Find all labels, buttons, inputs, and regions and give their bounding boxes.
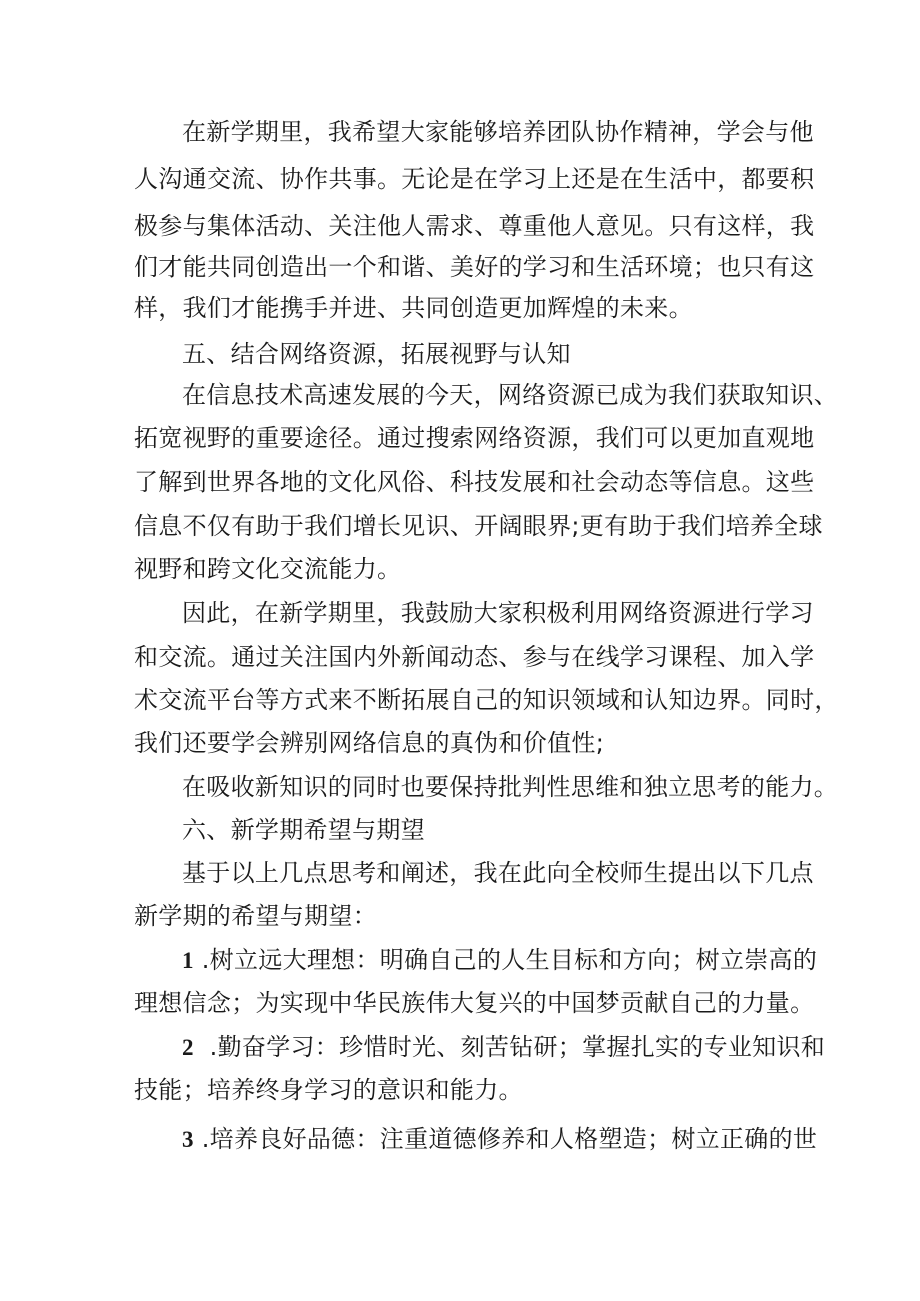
paragraph-line: 视野和跨文化交流能力。 — [134, 555, 402, 583]
paragraph-line: 极参与集体活动、关注他人需求、尊重他人意见。只有这样，我 — [134, 212, 815, 240]
list-item-text: .勤奋学习：珍惜时光、刻苦钻研；掌握扎实的专业知识和 — [209, 1033, 826, 1061]
paragraph-line: 技能；培养终身学习的意识和能力。 — [134, 1076, 523, 1104]
section-heading: 五、结合网络资源，拓展视野与认知 — [182, 340, 571, 368]
paragraph-line: 在吸收新知识的同时也要保持批判性思维和独立思考的能力。 — [182, 773, 839, 801]
paragraph-line: 基于以上几点思考和阐述，我在此向全校师生提出以下几点 — [182, 859, 814, 887]
list-item-text: .树立远大理想：明确自己的人生目标和方向；树立崇高的 — [201, 946, 818, 974]
list-item-3 — [182, 1124, 882, 1155]
paragraph-line: 新学期的希望与期望： — [134, 902, 377, 930]
list-item-text: .培养良好品德：注重道德修养和人格塑造；树立正确的世 — [201, 1125, 818, 1153]
list-item-2 — [182, 1032, 882, 1063]
paragraph-line: 因此，在新学期里，我鼓励大家积极利用网络资源进行学习 — [182, 599, 814, 627]
list-item-number: 1 — [182, 948, 194, 973]
paragraph-line: 信息不仅有助于我们增长见识、开阔眼界;更有助于我们培养全球 — [134, 512, 823, 540]
list-item-1 — [182, 945, 882, 976]
paragraph-line: 和交流。通过关注国内外新闻动态、参与在线学习课程、加入学 — [134, 643, 815, 671]
paragraph-line: 术交流平台等方式来不断拓展自己的知识领域和认知边界。同时， — [134, 686, 839, 714]
paragraph-line: 人沟通交流、协作共事。无论是在学习上还是在生活中，都要积 — [134, 165, 815, 193]
list-item-number: 2 — [182, 1035, 194, 1060]
list-item-number: 3 — [182, 1127, 194, 1152]
paragraph-line: 样，我们才能携手并进、共同创造更加辉煌的未来。 — [134, 294, 693, 322]
paragraph-line: 拓宽视野的重要途径。通过搜索网络资源，我们可以更加直观地 — [134, 424, 815, 452]
paragraph-line: 我们还要学会辨别网络信息的真伪和价值性; — [134, 729, 605, 757]
paragraph-line: 了解到世界各地的文化风俗、科技发展和社会动态等信息。这些 — [134, 468, 815, 496]
paragraph-line: 在信息技术高速发展的今天，网络资源已成为我们获取知识、 — [182, 381, 839, 409]
paragraph-line: 们才能共同创造出一个和谐、美好的学习和生活环境；也只有这 — [134, 253, 815, 281]
paragraph-line: 理想信念；为实现中华民族伟大复兴的中国梦贡献自己的力量。 — [134, 989, 815, 1017]
section-heading: 六、新学期希望与期望 — [182, 816, 425, 844]
paragraph-line: 在新学期里，我希望大家能够培养团队协作精神，学会与他 — [182, 118, 814, 146]
